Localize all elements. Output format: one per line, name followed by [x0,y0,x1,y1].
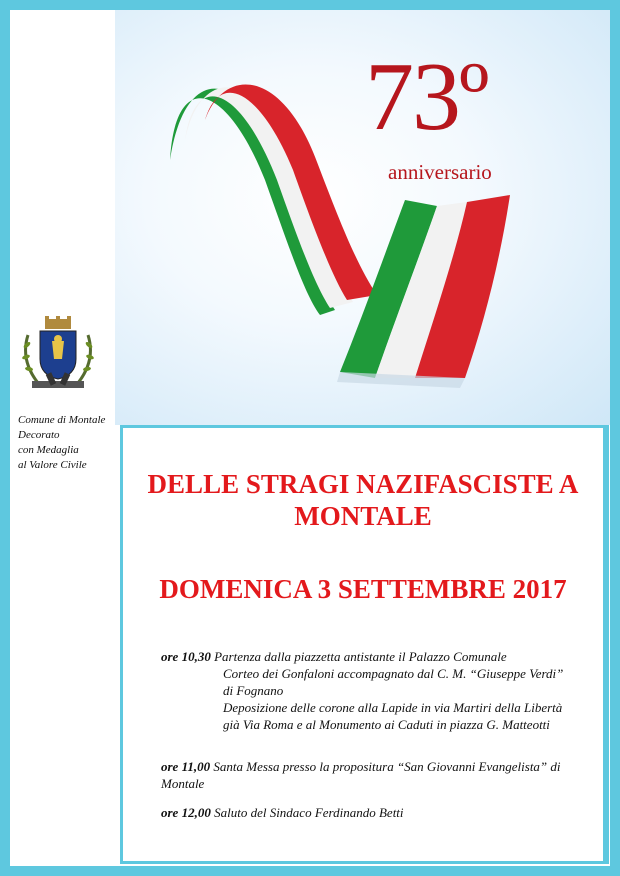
program-line: Deposizione delle corone alla Lapide in via Martiri della Libertà [223,700,563,715]
program-line: Partenza dalla piazzetta antistante il Palazzo Comunale [214,649,507,664]
program-box [120,425,609,864]
program-item [161,804,404,821]
sidebar-caption [18,413,105,473]
program-item [161,648,563,733]
program-line: Montale [161,776,205,791]
montale-coat-of-arms-icon [18,315,98,393]
program-time: ore 11,00 [161,759,211,774]
caption-line: Comune di Montale [18,414,106,426]
caption-line: al Valore Civile [18,459,87,471]
title-line-2: MONTALE [294,501,432,531]
program-line: Santa Messa presso la propositura “San Giovanni Evangelista” di [213,759,561,774]
anniversary-word: anniversario [388,160,492,184]
program-item [161,758,561,792]
event-date: DOMENICA 3 SETTEMBRE 2017 [159,574,567,604]
program-line: di Fognano [223,683,284,698]
program-line: Saluto del Sindaco Ferdinando Betti [214,805,404,820]
program-line: già Via Roma e al Monumento ai Caduti in piazza G. Matteotti [223,717,550,732]
caption-line: Decorato [18,429,60,441]
program-time: ore 12,00 [161,805,211,820]
caption-line: con Medaglia [18,444,79,456]
anniversary-number: 73º [365,43,488,151]
program-time: ore 10,30 [161,649,211,664]
title-line-1: DELLE STRAGI NAZIFASCISTE A [147,469,579,499]
program-line: Corteo dei Gonfaloni accompagnato dal C. M. “Giuseppe Verdi” [223,666,564,681]
tricolor-ribbon-icon [115,10,610,425]
anniversary-banner [115,10,610,425]
event-title [123,468,603,532]
